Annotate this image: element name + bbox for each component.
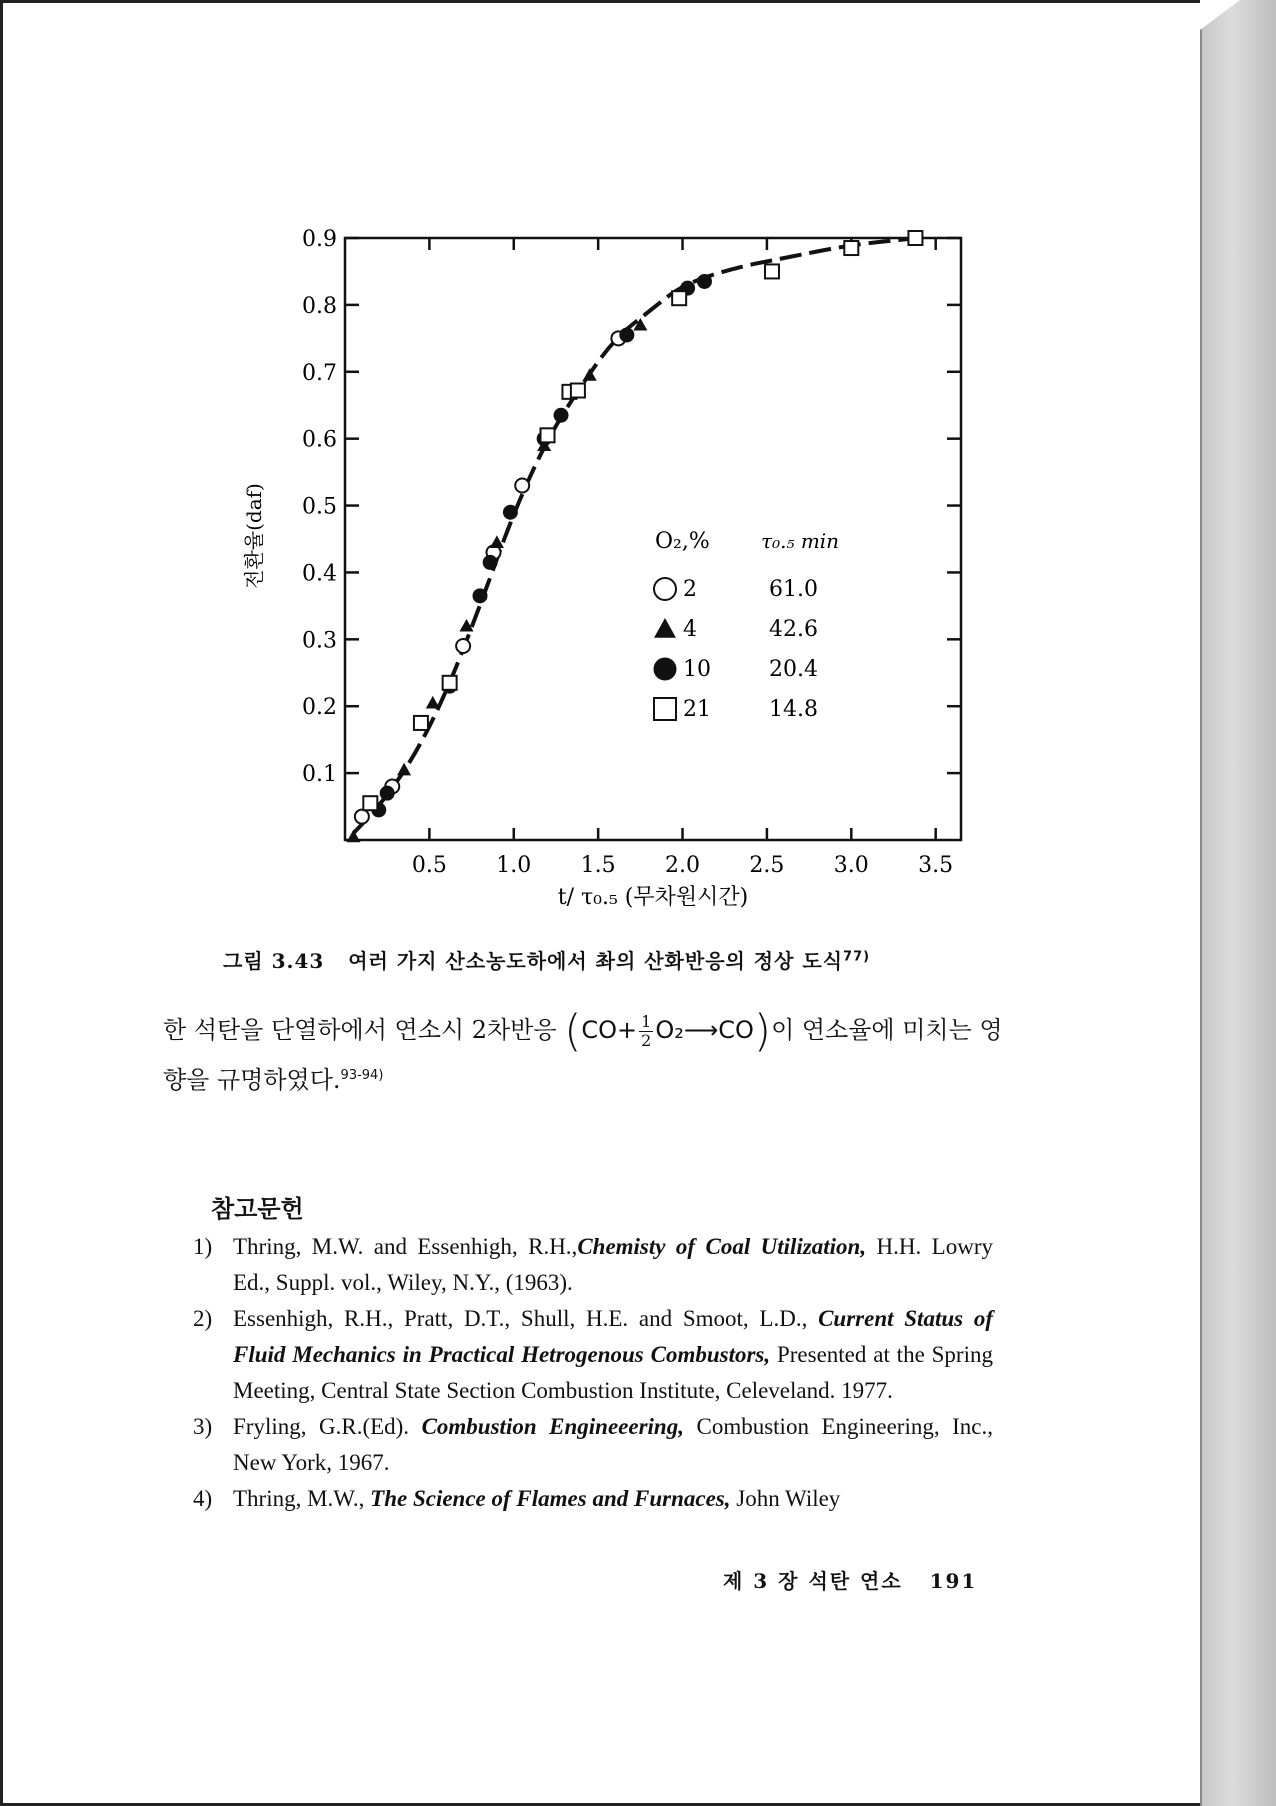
eq-fraction: [639, 1013, 653, 1050]
data-point-open-circle: [456, 639, 470, 653]
ref-number: 2): [193, 1306, 213, 1331]
legend-o2-value: 21: [683, 697, 711, 722]
ref-authors: Essenhigh, R.H., Pratt, D.T., Shull, H.E. and Smoot, L.D.,: [233, 1306, 819, 1331]
reference-item: [193, 1409, 993, 1481]
references-title: 참고문헌: [211, 1194, 304, 1223]
page-footer: [723, 1565, 977, 1594]
legend-tau-value: 61.0: [769, 577, 818, 602]
page-edge-shadow: [1200, 0, 1276, 1806]
body-text-before: 한 석탄을 단열하에서 연소시 2차반응: [163, 1016, 557, 1044]
ref-title: Combustion Engineeering,: [421, 1414, 684, 1439]
footer-chapter: 제 3 장 석탄 연소: [723, 1569, 903, 1593]
legend-marker-open-circle: [654, 578, 676, 600]
ref-title: Current Status of Fluid Mechanics in Practical Hetrogenous Combustors,: [233, 1306, 993, 1367]
data-point-filled-circle: [380, 786, 394, 800]
ref-authors: Thring, M.W.,: [233, 1486, 371, 1511]
legend-o2-value: 10: [683, 657, 711, 682]
legend-tau-value: 42.6: [769, 617, 818, 642]
data-point-filled-triangle: [346, 830, 360, 843]
reference-item: [193, 1481, 993, 1517]
eq-frac-num: 1: [641, 1012, 652, 1031]
data-point-open-square: [414, 716, 428, 730]
x-tick-label: 2.0: [665, 853, 701, 878]
data-point-open-square: [571, 384, 585, 398]
eq-frac-den: 2: [641, 1031, 652, 1050]
x-tick-label: 2.5: [749, 853, 785, 878]
body-ref: 93-94): [340, 1067, 384, 1083]
legend-marker-open-square: [654, 698, 676, 720]
chart-legend: [654, 529, 839, 722]
y-tick-label: 0.7: [302, 360, 337, 386]
eq-co-plus: CO+: [581, 1016, 638, 1044]
data-point-filled-triangle: [397, 763, 411, 776]
data-point-open-circle: [355, 810, 369, 824]
ref-authors: Fryling, G.R.(Ed).: [233, 1414, 422, 1439]
data-point-open-square: [541, 428, 555, 442]
x-tick-label: 1.0: [496, 853, 532, 878]
references-list: [193, 1229, 993, 1517]
data-point-open-square: [443, 676, 457, 690]
ref-details: Combustion Engineering, Inc., New York, 1967.: [233, 1414, 993, 1475]
y-tick-label: 0.2: [302, 695, 337, 721]
ref-authors: Thring, M.W. and Essenhigh, R.H.,: [233, 1234, 578, 1259]
data-point-open-circle: [515, 478, 529, 492]
x-tick-label: 0.5: [411, 853, 447, 878]
plot-frame: [345, 238, 961, 840]
data-point-open-square: [672, 291, 686, 305]
legend-header-o2: O₂,%: [655, 529, 710, 554]
y-tick-label: 0.3: [302, 628, 337, 654]
y-tick-label: 0.9: [302, 227, 337, 252]
data-point-open-square: [908, 231, 922, 245]
ref-details: Presented at the Spring Meeting, Central State Section Combustion Institute, Celeveland. 1977.: [233, 1342, 993, 1403]
legend-header-tau: τ₀.₅ min: [761, 529, 840, 553]
data-point-open-square: [765, 264, 779, 278]
data-point-filled-circle: [483, 555, 497, 569]
ref-details: H.H. Lowry Ed., Suppl. vol., Wiley, N.Y., (1963).: [233, 1234, 993, 1295]
legend-marker-filled-circle: [654, 658, 676, 680]
legend-o2-value: 2: [683, 577, 697, 602]
reference-item: [193, 1301, 993, 1409]
ref-details: John Wiley: [730, 1486, 841, 1511]
y-tick-label: 0.8: [302, 293, 337, 319]
reference-item: [193, 1229, 993, 1301]
figure-title: 여러 가지 산소농도하에서 촤의 산화반응의 정상 도식: [348, 949, 844, 973]
ref-title: The Science of Flames and Furnaces,: [370, 1486, 731, 1511]
figure-ref: 77): [843, 949, 871, 965]
legend-marker-filled-triangle: [654, 618, 676, 638]
y-tick-label: 0.4: [302, 561, 337, 587]
legend-o2-value: 4: [683, 617, 697, 642]
conversion-chart: [233, 218, 993, 918]
left-paren: (: [564, 1005, 582, 1057]
eq-rest: O₂⟶CO: [655, 1016, 754, 1044]
data-point-filled-circle: [554, 408, 568, 422]
ref-number: 3): [193, 1414, 213, 1439]
x-tick-label: 3.5: [918, 853, 954, 878]
legend-tau-value: 14.8: [769, 697, 818, 722]
x-tick-label: 1.5: [580, 853, 616, 878]
y-tick-label: 0.5: [302, 494, 337, 520]
page-number: 191: [929, 1569, 978, 1593]
data-point-filled-circle: [503, 505, 517, 519]
x-tick-label: 3.0: [833, 853, 869, 878]
ref-number: 4): [193, 1486, 213, 1511]
data-point-open-square: [363, 796, 377, 810]
y-tick-label: 0.6: [302, 427, 337, 453]
body-text-after: 이 연소율에 미치는 영향을 규명하였다.: [163, 1016, 1003, 1094]
body-paragraph: [163, 1005, 1023, 1102]
chart-axes: [345, 238, 961, 840]
y-tick-label: 0.1: [302, 762, 337, 788]
figure-caption: [223, 945, 870, 974]
data-point-filled-circle: [697, 274, 711, 288]
data-point-filled-circle: [620, 328, 634, 342]
x-axis-label: t/ τ₀.₅ (무차원시간): [557, 885, 749, 910]
y-axis-label: 전환율(daf): [242, 483, 266, 589]
legend-tau-value: 20.4: [769, 657, 818, 682]
ref-number: 1): [193, 1234, 213, 1259]
right-paren: ): [753, 1005, 772, 1057]
data-point-filled-circle: [473, 589, 487, 603]
data-point-open-square: [844, 241, 858, 255]
ref-title: Chemisty of Coal Utilization,: [577, 1234, 867, 1259]
figure-label: 그림 3.43: [223, 949, 325, 973]
data-point-filled-triangle: [426, 696, 440, 709]
